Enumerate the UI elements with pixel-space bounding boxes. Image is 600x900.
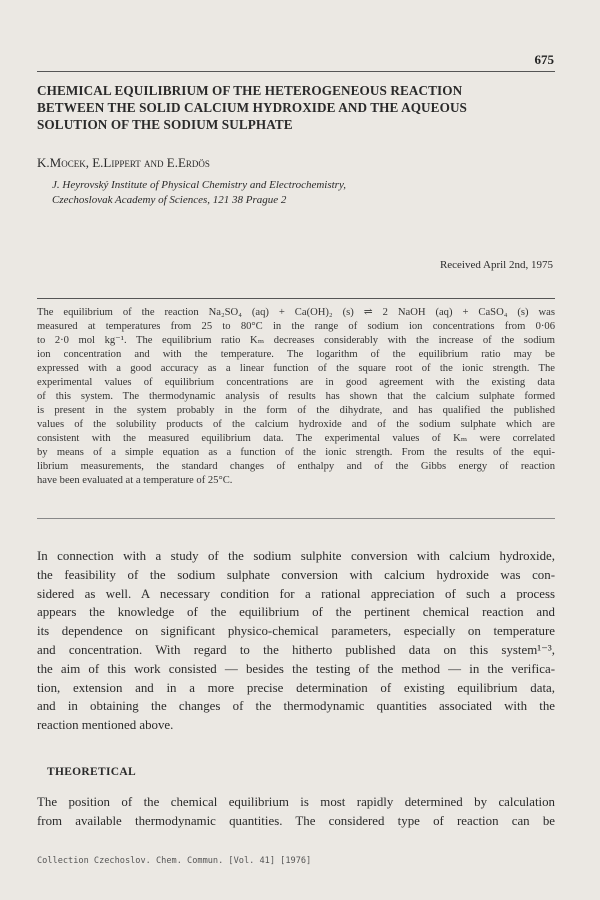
title-line: SOLUTION OF THE SODIUM SULPHATE [37,117,293,132]
abstract-line: measured at temperatures from 25 to 80°C in the range of sodium ion concentrations from 0·06 [37,321,555,332]
affiliation-line: J. Heyrovský Institute of Physical Chemistry and Electrochemistry, [52,179,346,191]
page-number: 675 [534,52,554,67]
body-line: the aim of this work consisted — besides the testing of the method — in the verifica- [37,661,555,676]
abstract-line: is present in the system probably in the form of the dihydrate, and has qualified the published [37,405,555,416]
body-line: its dependence on significant physico-chemical parameters, especially on temperature [37,624,555,639]
introduction-paragraph [37,547,555,735]
body-line: In connection with a study of the sodium sulphite conversion with calcium hydroxide, [37,549,555,563]
theoretical-paragraph [37,793,555,831]
received-date: Received April 2nd, 1975 [439,259,553,271]
title-line: CHEMICAL EQUILIBRIUM OF THE HETEROGENEOUS REACTION [37,83,463,98]
body-line: tion, extension and in a more precise determination of existing equilibrium data, [37,680,555,695]
body-line: sidered as well. A necessary condition for a rational appreciation of such a process [37,586,555,601]
abstract-line: librium measurements, the standard changes of enthalpy and of the Gibbs energy of reaction [37,461,555,472]
authors: K.Mocek, E.Lippert and E.Erdös [37,155,210,170]
body-line: from available thermodynamic quantities. The considered type of reaction can be [37,813,555,828]
section-heading: THEORETICAL [47,766,136,778]
abstract-line: to 2·0 mol kg⁻¹. The equilibrium ratio Kₘ decreases considerably with the increase of the sodium [37,335,555,346]
body-line: reaction mentioned above. [37,718,174,733]
abstract-bottom-rule [37,518,555,519]
abstract-line: experimental values of equilibrium concentrations are in good agreement with the existing data [37,377,555,388]
abstract-line: of this system. The thermodynamic analysis of results has shown that the calcium sulphate formed [37,391,555,402]
body-line: appears the knowledge of the equilibrium of the pertinent chemical reaction and [37,605,555,620]
body-line: and concentration. With regard to the hitherto published data on this system¹⁻³, [37,642,555,657]
title-line: BETWEEN THE SOLID CALCIUM HYDROXIDE AND THE AQUEOUS [37,100,467,115]
affiliation-line: Czechoslovak Academy of Sciences, 121 38 Prague 2 [52,194,287,206]
body-line: The position of the chemical equilibrium is most rapidly determined by calculation [37,795,555,809]
header-rule [37,71,555,72]
abstract-line: expressed with a good accuracy as a linear function of the square root of the ionic strength. The [37,363,555,374]
abstract-line: consistent with the measured equilibrium data. The experimental values of Kₘ were correlated [37,433,555,444]
abstract [37,306,555,488]
abstract-line: The equilibrium of the reaction Na₂SO₄ (aq) + Ca(OH)₂ (s) ⇌ 2 NaOH (aq) + CaSO₄ (s) was [37,307,555,318]
abstract-line: have been evaluated at a temperature of 25°C. [37,475,233,486]
abstract-line: by means of a simple equation as a function of the ionic strength. From the results of the equi- [37,447,555,458]
abstract-line: ion concentration and with the temperature. The logarithm of the equilibrium ratio may be [37,349,555,360]
article-title [37,82,557,133]
abstract-top-rule [37,298,555,299]
body-line: and in obtaining the changes of the thermodynamic quantities associated with the [37,699,555,714]
body-line: the feasibility of the sodium sulphate conversion with calcium hydroxide was con- [37,567,555,582]
affiliation [52,178,346,208]
journal-footer: Collection Czechoslov. Chem. Commun. [Vol. 41] [1976] [37,856,312,866]
abstract-line: values of the solubility products of the calcium hydroxide and of the sodium sulphate which are [37,419,555,430]
